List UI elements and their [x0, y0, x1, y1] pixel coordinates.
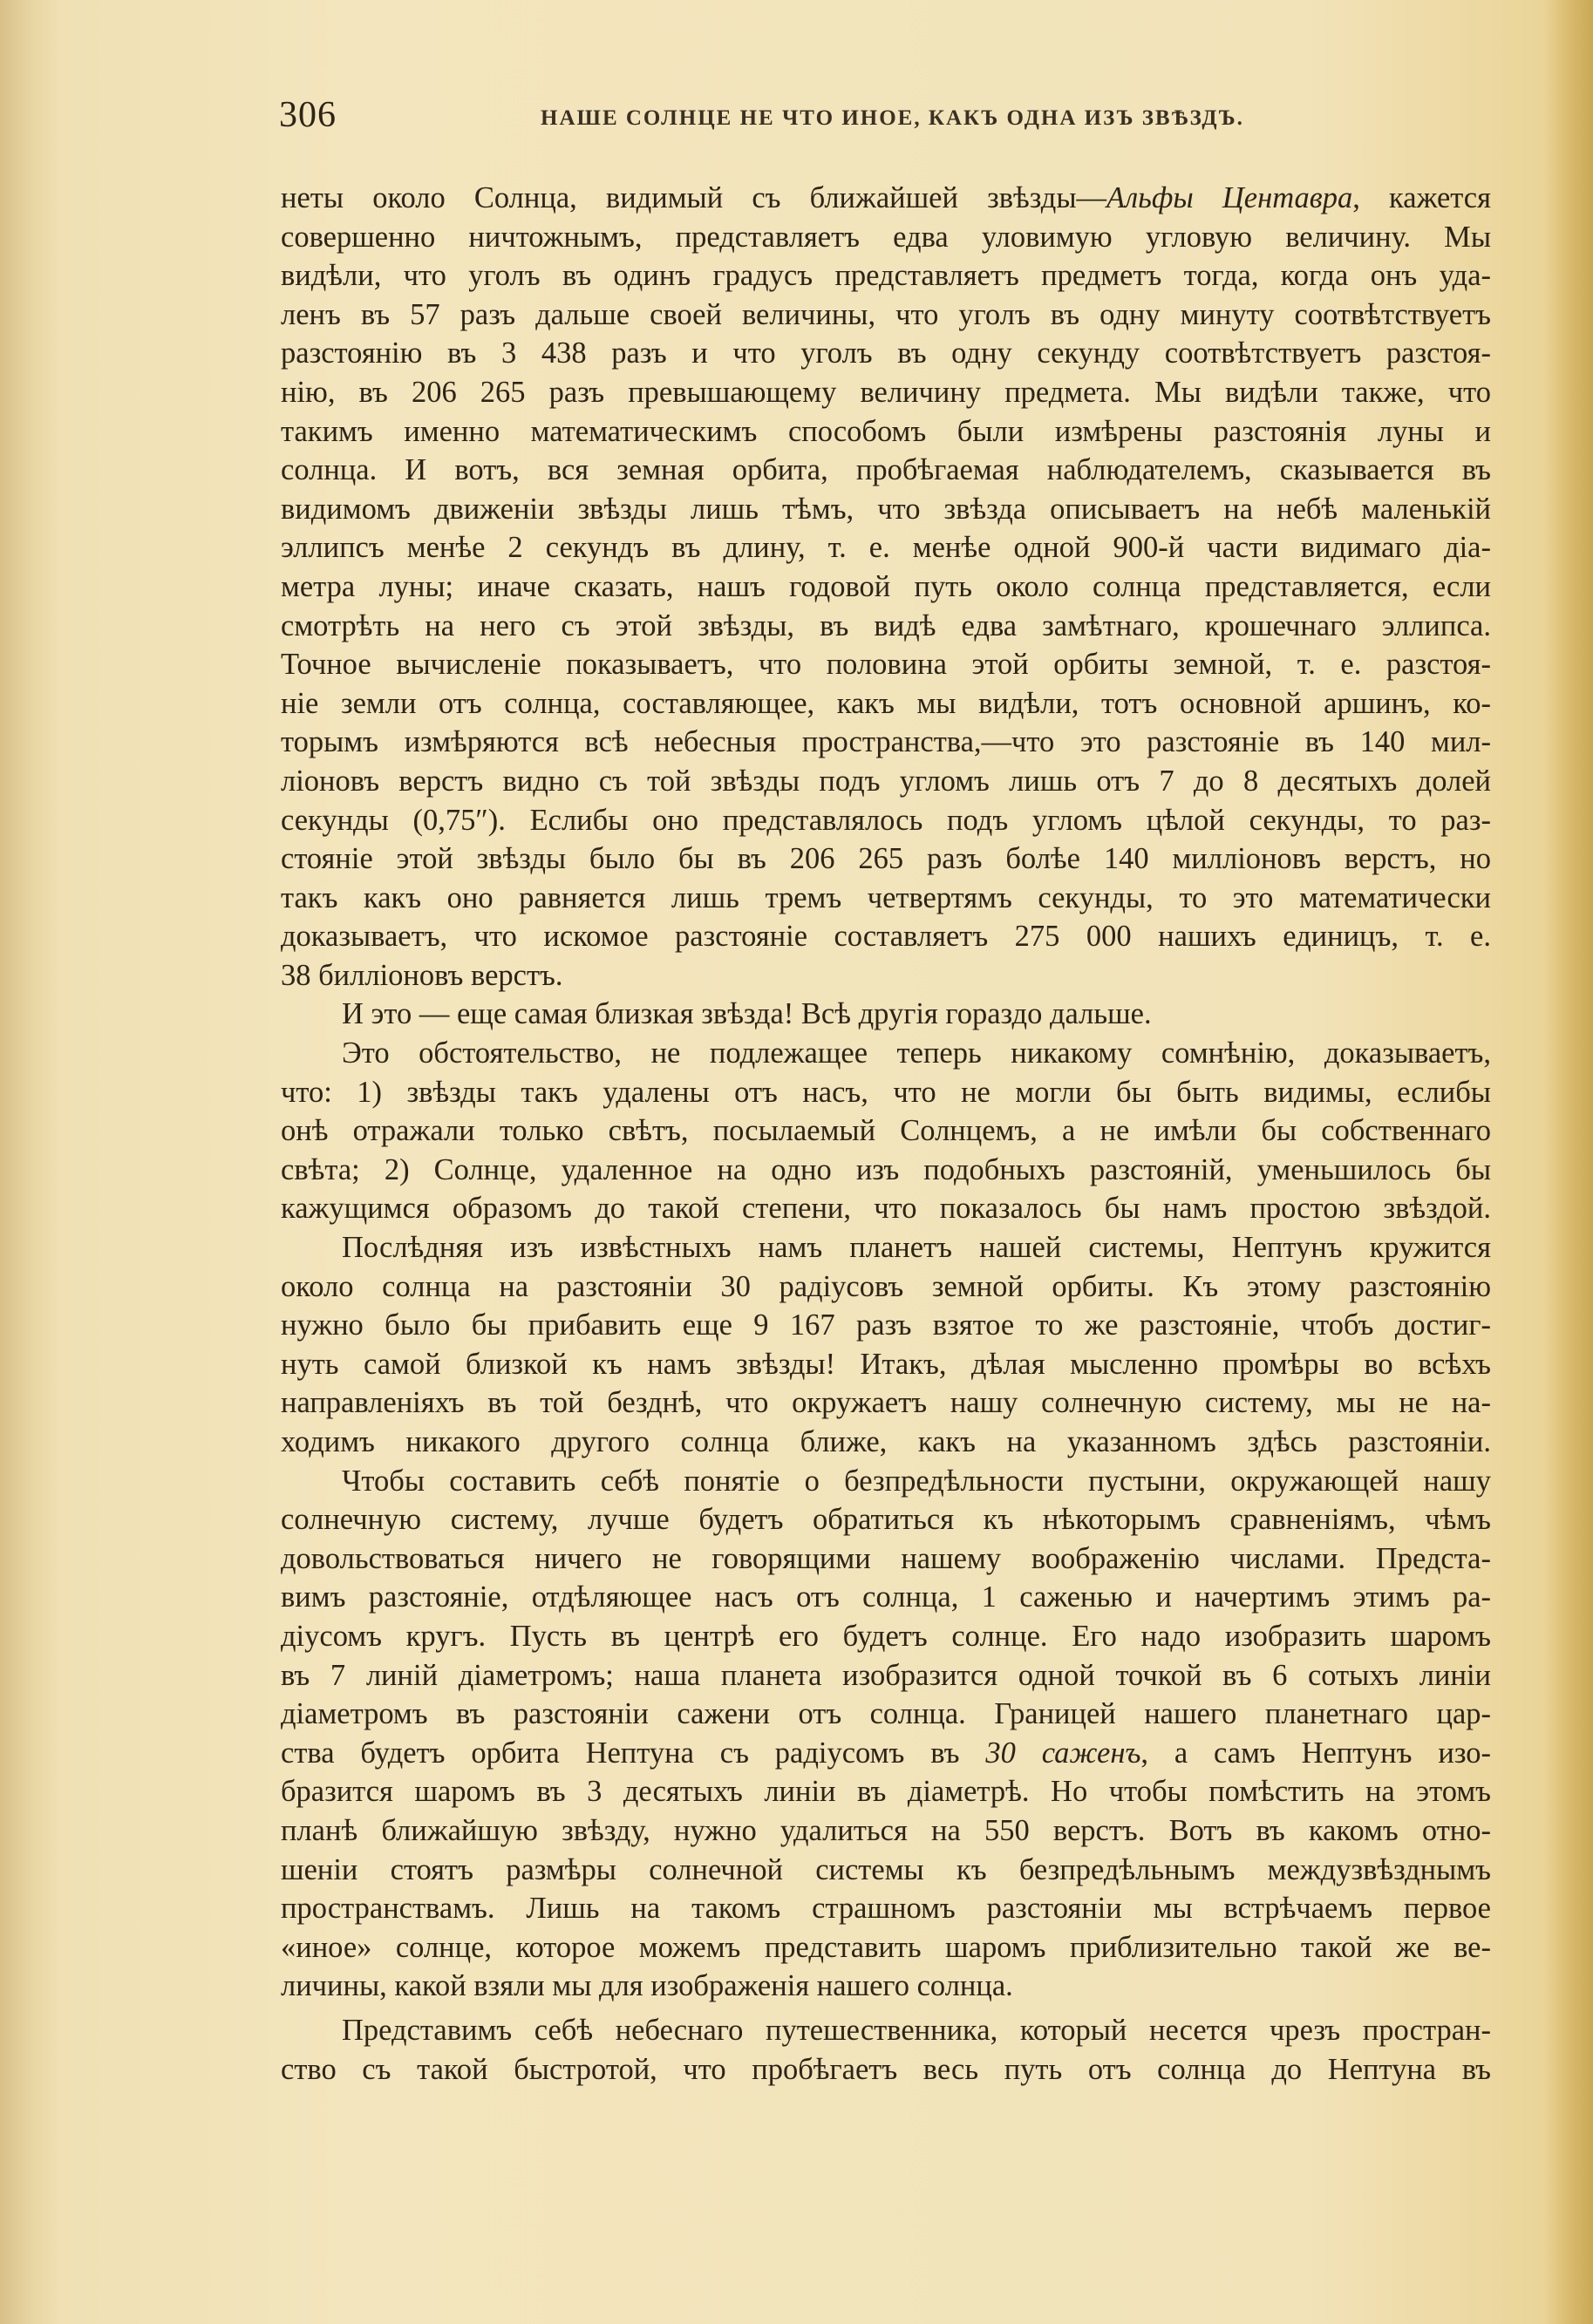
- text-line: стояніе этой звѣзды было бы въ 206 265 разъ болѣе 140 милліоновъ верстъ, но: [281, 842, 1491, 876]
- text-line: кажущимся образомъ до такой степени, что показалось бы намъ простою звѣздой.: [281, 1192, 1491, 1226]
- text-line: свѣта; 2) Солнце, удаленное на одно изъ подобныхъ разстояній, уменьшилось бы: [281, 1152, 1491, 1186]
- text-line: смотрѣть на него съ этой звѣзды, въ видѣ едва замѣтнаго, крошечнаго эллипса.: [281, 608, 1491, 642]
- paragraph-start: Представимъ себѣ небеснаго путешественника, который несется чрезъ простран-: [342, 2013, 1491, 2047]
- text-line: бразится шаромъ въ 3 десятыхъ линіи въ діаметрѣ. Но чтобы помѣстить на этомъ: [281, 1775, 1491, 1809]
- text-line: ходимъ никакого другого солнца ближе, какъ на указанномъ здѣсь разстояніи.: [281, 1425, 1491, 1458]
- paragraph-start: Послѣдняя изъ извѣстныхъ намъ планетъ нашей системы, Нептунъ кружится: [342, 1231, 1491, 1265]
- text-line: такимъ именно математическимъ способомъ были измѣрены разстоянія луны и: [281, 414, 1491, 448]
- text-line: такъ какъ оно равняется лишь тремъ четвертямъ секунды, то это математически: [281, 880, 1491, 914]
- text-line: довольствоваться ничего не говорящими нашему воображенію числами. Предста-: [281, 1541, 1491, 1575]
- text-line: ленъ въ 57 разъ дальше своей величины, что уголъ въ одну минуту соотвѣтствуетъ: [281, 297, 1491, 331]
- text-line: личины, какой взяли мы для изображенія нашего солнца.: [281, 1969, 1013, 2003]
- text-line: нію, въ 206 265 разъ превышающему величину предмета. Мы видѣли также, что: [281, 375, 1491, 409]
- text-line: шеніи стоятъ размѣры солнечной системы къ безпредѣльнымъ междузвѣзднымъ: [281, 1852, 1491, 1886]
- text-line: ніе земли отъ солнца, составляющее, какъ мы видѣли, тотъ основной аршинъ, ко-: [281, 686, 1491, 720]
- text-line: нужно было бы прибавить еще 9 167 разъ взятое то же разстояніе, чтобъ достиг-: [281, 1308, 1491, 1342]
- text-line: торымъ измѣряются всѣ небесныя пространства,—что это разстояніе въ 140 мил-: [281, 725, 1491, 759]
- text-line: нуть самой близкой къ намъ звѣзды! Итакъ, дѣлая мысленно промѣры во всѣхъ: [281, 1347, 1491, 1381]
- paragraph-start: Это обстоятельство, не подлежащее теперь никакому сомнѣнію, доказываетъ,: [342, 1036, 1491, 1070]
- text-line: Точное вычисленіе показываетъ, что половина этой орбиты земной, т. е. разстоя-: [281, 648, 1491, 682]
- text-line: эллипсъ менѣе 2 секундъ въ длину, т. е. менѣе одной 900-й части видимаго діа-: [281, 531, 1491, 565]
- text-line: ства будетъ орбита Нептуна съ радіусомъ въ 30 саженъ, а самъ Нептунъ изо-: [281, 1736, 1491, 1770]
- text-line: планѣ ближайшую звѣзду, нужно удалиться на 550 верстъ. Вотъ въ какомъ отно-: [281, 1813, 1491, 1847]
- page-number: 306: [279, 95, 337, 135]
- text-line: видимомъ движеніи звѣзды лишь тѣмъ, что звѣзда описываетъ на небѣ маленькій: [281, 492, 1491, 526]
- text-line: онѣ отражали только свѣтъ, посылаемый Солнцемъ, а не имѣли бы собственнаго: [281, 1114, 1491, 1148]
- paragraph-start: Чтобы составить себѣ понятіе о безпредѣльности пустыни, окружающей нашу: [342, 1464, 1491, 1498]
- text-line: видѣли, что уголъ въ одинъ градусъ представляетъ предметъ тогда, когда онъ уда-: [281, 259, 1491, 293]
- text-line: солнца. И вотъ, вся земная орбита, пробѣгаемая наблюдателемъ, сказывается въ: [281, 453, 1491, 487]
- text-line: «иное» солнце, которое можемъ представить шаромъ приблизительно такой же ве-: [281, 1930, 1491, 1964]
- body-text: [281, 179, 1491, 2089]
- text-line: совершенно ничтожнымъ, представляетъ едва уловимую угловую величину. Мы: [281, 220, 1491, 254]
- text-line: въ 7 линій діаметромъ; наша планета изобразится одной точкой въ 6 сотыхъ линіи: [281, 1658, 1491, 1692]
- running-title: НАШЕ СОЛНЦЕ НЕ ЧТО ИНОЕ, КАКЪ ОДНА ИЗЪ ЗВѢЗДЪ.: [541, 106, 1244, 130]
- text-line: пространствамъ. Лишь на такомъ страшномъ разстояніи мы встрѣчаемъ первое: [281, 1892, 1491, 1926]
- text-line: направленіяхъ въ той безднѣ, что окружаетъ нашу солнечную систему, мы не на-: [281, 1386, 1491, 1420]
- text-line: вимъ разстояніе, отдѣляющее насъ отъ солнца, 1 саженью и начертимъ этимъ ра-: [281, 1580, 1491, 1614]
- text-line: метра луны; иначе сказать, нашъ годовой путь около солнца представляется, если: [281, 569, 1491, 603]
- text-line: ство съ такой быстротой, что пробѣгаетъ весь путь отъ солнца до Нептуна въ: [281, 2052, 1491, 2086]
- text-line: діусомъ кругъ. Пусть въ центрѣ его будетъ солнце. Его надо изобразить шаромъ: [281, 1619, 1491, 1653]
- text-line: діаметромъ въ разстояніи сажени отъ солнца. Границей нашего планетнаго цар-: [281, 1697, 1491, 1731]
- paragraph-start: И это — еще самая близкая звѣзда! Всѣ другія гораздо дальше.: [342, 997, 1152, 1031]
- text-line: секунды (0,75″). Еслибы оно представлялось подъ угломъ цѣлой секунды, то раз-: [281, 803, 1491, 837]
- text-line: солнечную систему, лучше будетъ обратиться къ нѣкоторымъ сравненіямъ, чѣмъ: [281, 1503, 1491, 1537]
- text-line: около солнца на разстояніи 30 радіусовъ земной орбиты. Къ этому разстоянію: [281, 1269, 1491, 1303]
- text-line: доказываетъ, что искомое разстояніе составляетъ 275 000 нашихъ единицъ, т. е.: [281, 920, 1491, 954]
- page-binding-edge: [0, 0, 61, 2324]
- text-line: ліоновъ верстъ видно съ той звѣзды подъ угломъ лишь отъ 7 до 8 десятыхъ долей: [281, 764, 1491, 798]
- text-line: что: 1) звѣзды такъ удалены отъ насъ, что не могли бы быть видимы, еслибы: [281, 1075, 1491, 1109]
- text-line: разстоянію въ 3 438 разъ и что уголъ въ одну секунду соотвѣтствуетъ разстоя-: [281, 336, 1491, 370]
- text-line: неты около Солнца, видимый съ ближайшей звѣзды—Альфы Центавра, кажется: [281, 181, 1491, 214]
- page-header: [279, 94, 1491, 146]
- text-line: 38 билліоновъ верстъ.: [281, 958, 563, 992]
